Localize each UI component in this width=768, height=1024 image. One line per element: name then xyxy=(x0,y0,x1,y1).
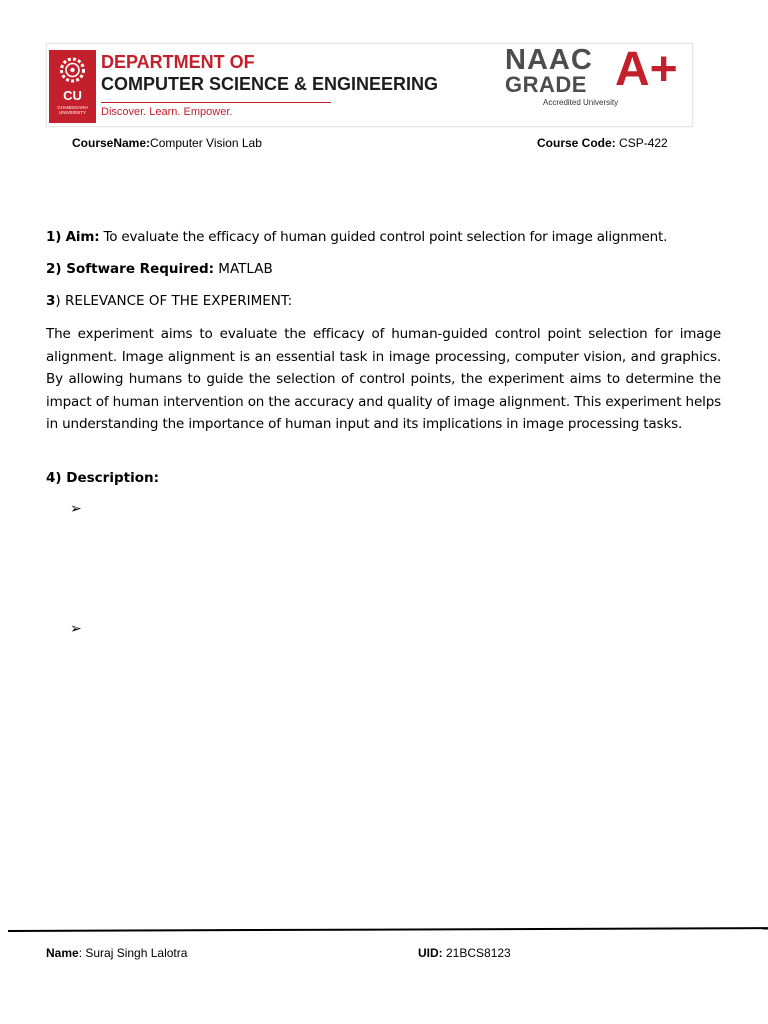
naac-text: NAAC xyxy=(505,44,593,76)
software-text: MATLAB xyxy=(214,261,273,277)
tagline: Discover. Learn. Empower. xyxy=(101,106,233,118)
aim-line xyxy=(46,229,667,245)
aim-text: To evaluate the efficacy of human guided control point selection for image alignment. xyxy=(99,229,668,245)
footer-divider xyxy=(8,927,768,932)
aim-label: 1) Aim: xyxy=(46,229,100,245)
gear-emblem-icon xyxy=(54,55,91,87)
student-uid xyxy=(418,946,511,960)
software-line xyxy=(46,261,273,277)
department-banner xyxy=(46,43,693,127)
student-name-value: : Suraj Singh Lalotra xyxy=(78,946,188,960)
department-title: DEPARTMENT OF xyxy=(101,52,255,72)
bullet-icon: ➢ xyxy=(70,621,82,637)
course-code-value: CSP-422 xyxy=(615,136,668,150)
student-uid-value: 21BCS8123 xyxy=(442,946,511,960)
relevance-title: ) RELEVANCE OF THE EXPERIMENT: xyxy=(55,293,293,309)
cu-logo xyxy=(49,50,96,123)
course-code xyxy=(537,136,668,150)
logo-university-name: CHANDIGARH UNIVERSITY xyxy=(57,105,88,115)
relevance-number: 3 xyxy=(46,293,56,309)
relevance-paragraph: The experiment aims to evaluate the efficacy of human-guided control point selection for image alignment. Image alignment is an essential task in image processing, computer vision, and graphics. By allowing humans to guide the selection of control points, the experiment aims to determine the impact of human intervention on the accuracy and quality of image alignment. This experiment helps in understanding the importance of human input and its implications in image processing tasks. xyxy=(46,326,721,433)
course-code-label: Course Code: xyxy=(537,136,616,150)
course-name-value: Computer Vision Lab xyxy=(150,136,262,150)
grade-text: GRADE xyxy=(505,72,587,97)
bullet-icon: ➢ xyxy=(70,501,82,517)
student-uid-label: UID: xyxy=(418,946,443,960)
tagline-divider xyxy=(101,102,331,103)
relevance-heading xyxy=(46,293,292,309)
student-name xyxy=(46,946,187,960)
student-name-label: Name xyxy=(46,946,79,960)
logo-letters: CU xyxy=(63,88,82,103)
course-name-label: CourseName: xyxy=(72,136,151,150)
description-heading: 4) Description: xyxy=(46,470,159,486)
course-name xyxy=(72,136,262,150)
software-label: 2) Software Required: xyxy=(46,261,215,277)
accredited-text: Accredited University xyxy=(543,98,619,107)
grade-mark: A+ xyxy=(615,43,678,96)
department-name: COMPUTER SCIENCE & ENGINEERING xyxy=(101,74,439,94)
